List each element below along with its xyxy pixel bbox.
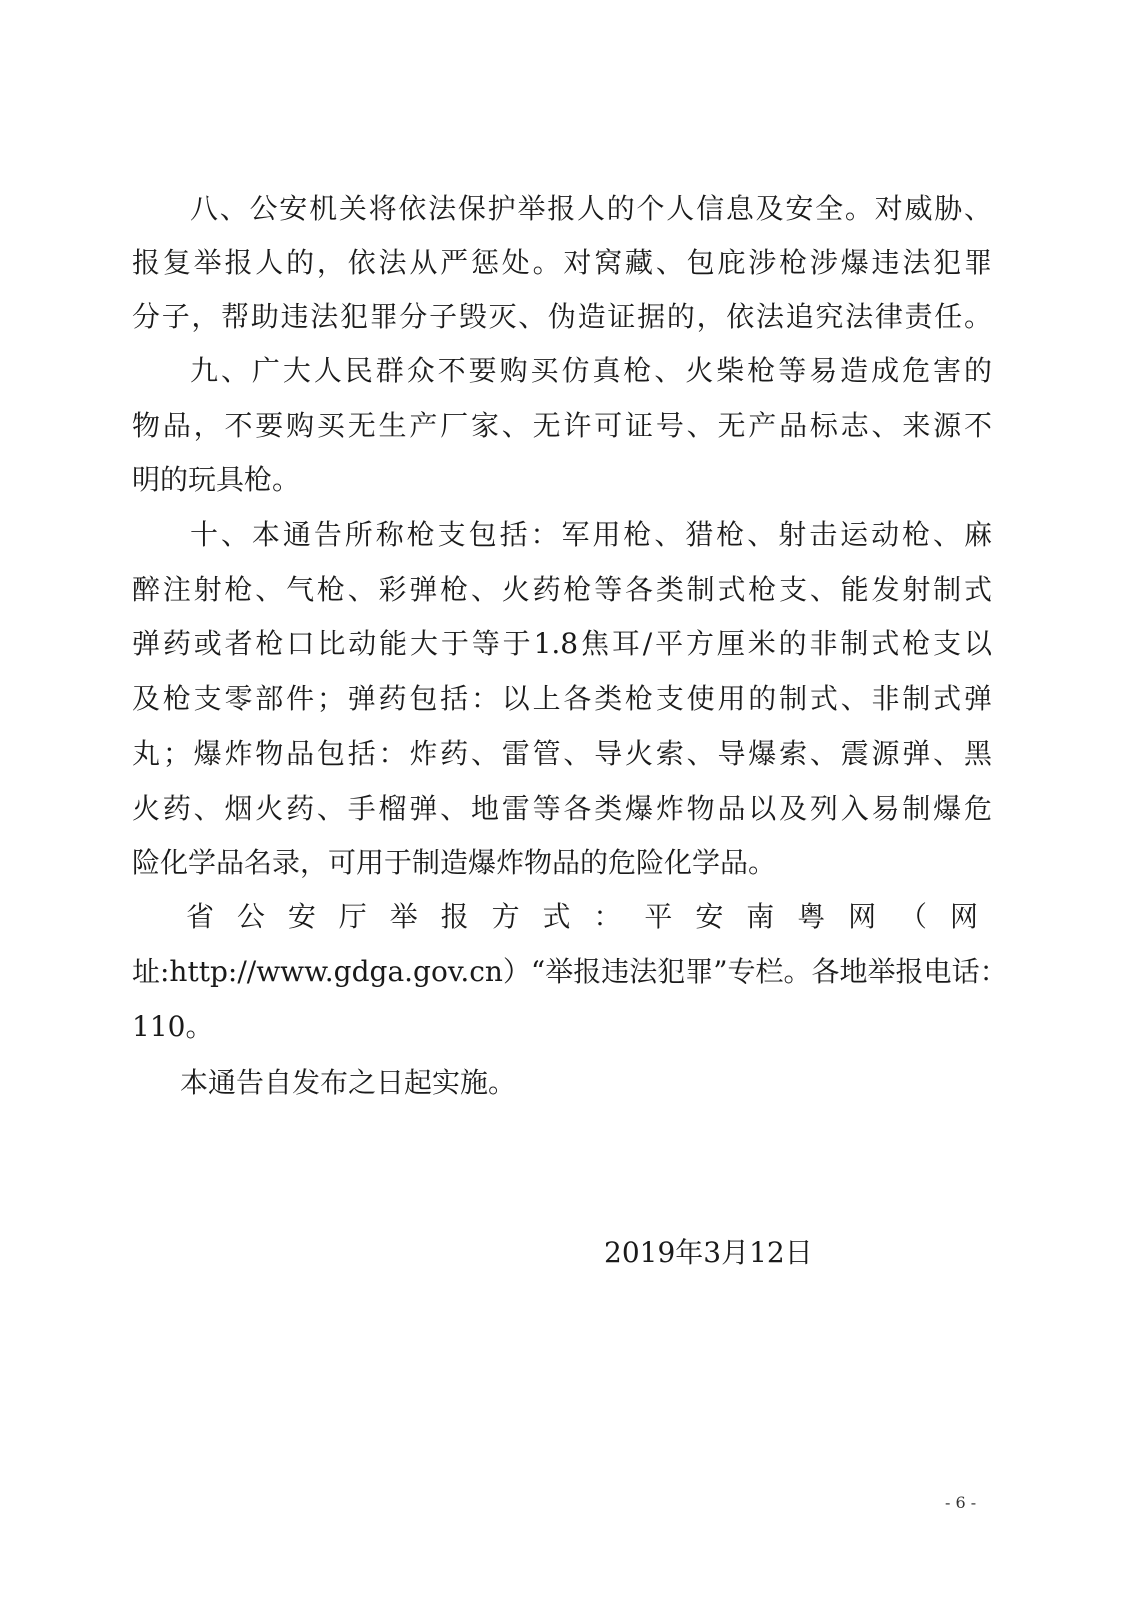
effective-statement: 本通告自发布之日起实施。 — [180, 1066, 517, 1099]
paragraph-10-line-3: 弹药或者枪口比动能大于等于1.8焦耳/平方厘米的非制式枪支以 — [132, 627, 992, 660]
paragraph-8-line-2: 报复举报人的，依法从严惩处。对窝藏、包庇涉枪涉爆违法犯罪 — [132, 246, 992, 279]
paragraph-8-line-1: 八、公安机关将依法保护举报人的个人信息及安全。对威胁、 — [190, 192, 992, 225]
paragraph-10-line-7: 险化学品名录，可用于制造爆炸物品的危险化学品。 — [132, 846, 777, 879]
paragraph-9-line-3: 明的玩具枪。 — [132, 463, 301, 496]
paragraph-10-line-1: 十、本通告所称枪支包括：军用枪、猎枪、射击运动枪、麻 — [190, 518, 992, 551]
report-method-line-1: 省公安厅举报方式：平安南粤网（网 — [186, 900, 978, 933]
paragraph-8-line-3: 分子，帮助违法犯罪分子毁灭、伪造证据的，依法追究法律责任。 — [132, 300, 992, 333]
paragraph-10-line-5: 丸；爆炸物品包括：炸药、雷管、导火索、导爆索、震源弹、黑 — [132, 737, 992, 770]
report-method-line-2: 址:http://www.gdga.gov.cn）“举报违法犯罪”专栏。各地举报电话： — [132, 955, 1008, 988]
paragraph-10-line-2: 醉注射枪、气枪、彩弹枪、火药枪等各类制式枪支、能发射制式 — [132, 573, 992, 606]
paragraph-10-line-6: 火药、烟火药、手榴弹、地雷等各类爆炸物品以及列入易制爆危 — [132, 792, 992, 825]
paragraph-10-line-4: 及枪支零部件；弹药包括：以上各类枪支使用的制式、非制式弹 — [132, 682, 992, 715]
issue-date: 2019年3月12日 — [604, 1236, 813, 1269]
paragraph-9-line-1: 九、广大人民群众不要购买仿真枪、火柴枪等易造成危害的 — [190, 354, 992, 387]
page-number: - 6 - — [945, 1493, 977, 1512]
paragraph-9-line-2: 物品，不要购买无生产厂家、无许可证号、无产品标志、来源不 — [132, 409, 992, 442]
report-method-line-3: 110。 — [132, 1010, 214, 1043]
